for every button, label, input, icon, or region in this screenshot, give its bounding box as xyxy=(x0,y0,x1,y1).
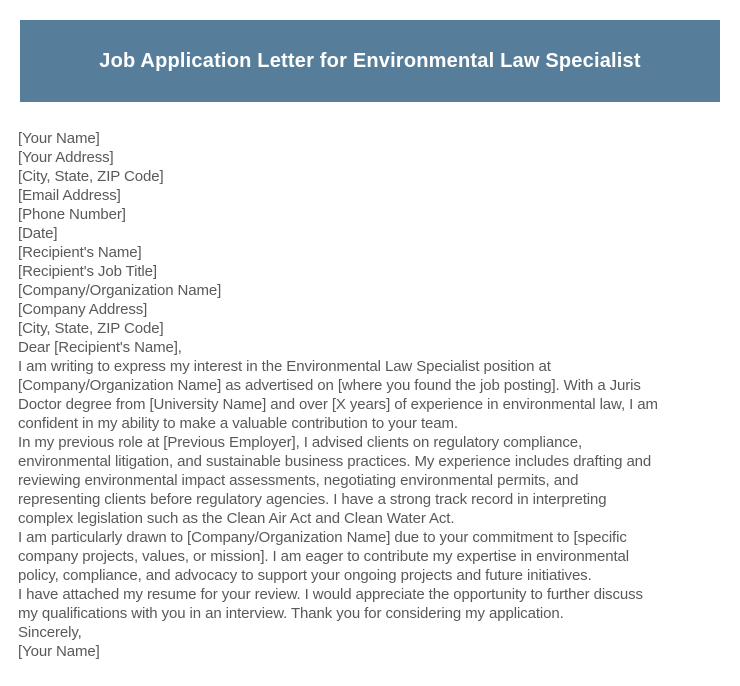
letter-line-your-name: [Your Name] xyxy=(18,130,100,147)
page-title: Job Application Letter for Environmental Law Specialist xyxy=(99,49,641,72)
header-banner xyxy=(20,20,720,102)
letter-body xyxy=(18,129,722,661)
letter-line-salutation: Dear [Recipient's Name], xyxy=(18,339,182,356)
letter-line-paragraph2: In my previous role at [Previous Employer], I advised clients on regulatory compliance, xyxy=(18,434,583,451)
letter-line-phone: [Phone Number] xyxy=(18,206,126,223)
letter-line-closing: Sincerely, xyxy=(18,624,82,641)
letter-line-paragraph3: I am particularly drawn to [Company/Organization Name] due to your commitment to [specific xyxy=(18,529,627,546)
letter-line-city-state-zip: [City, State, ZIP Code] xyxy=(18,168,164,185)
letter-line-date: [Date] xyxy=(18,225,58,242)
letter-line-paragraph4: my qualifications with you in an interview. Thank you for considering my application. xyxy=(18,605,564,622)
letter-line-email: [Email Address] xyxy=(18,187,121,204)
letter-line-signature: [Your Name] xyxy=(18,643,100,660)
letter-line-paragraph4: I have attached my resume for your review. I would appreciate the opportunity to further discuss xyxy=(18,586,643,603)
letter-line-company-name: [Company/Organization Name] xyxy=(18,282,222,299)
letter-line-paragraph1: [Company/Organization Name] as advertised on [where you found the job posting]. With a Juris xyxy=(18,377,641,394)
letter-line-paragraph2: reviewing environmental impact assessments, negotiating environmental permits, and xyxy=(18,472,579,489)
letter-line-paragraph3: company projects, values, or mission]. I am eager to contribute my expertise in environmental xyxy=(18,548,629,565)
letter-line-company-city-state-zip: [City, State, ZIP Code] xyxy=(18,320,164,337)
letter-line-recipient-name: [Recipient's Name] xyxy=(18,244,142,261)
letter-line-recipient-job-title: [Recipient's Job Title] xyxy=(18,263,157,280)
letter-line-paragraph2: representing clients before regulatory agencies. I have a strong track record in interpreting xyxy=(18,491,607,508)
letter-line-paragraph2: complex legislation such as the Clean Air Act and Clean Water Act. xyxy=(18,510,455,527)
letter-line-paragraph1: confident in my ability to make a valuable contribution to your team. xyxy=(18,415,459,432)
letter-line-paragraph1: Doctor degree from [University Name] and over [X years] of experience in environmental law, I am xyxy=(18,396,658,413)
letter-line-company-address: [Company Address] xyxy=(18,301,148,318)
letter-line-paragraph2: environmental litigation, and sustainable business practices. My experience includes drafting and xyxy=(18,453,652,470)
letter-line-paragraph1: I am writing to express my interest in the Environmental Law Specialist position at xyxy=(18,358,551,375)
letter-line-your-address: [Your Address] xyxy=(18,149,114,166)
letter-line-paragraph3: policy, compliance, and advocacy to support your ongoing projects and future initiatives. xyxy=(18,567,592,584)
